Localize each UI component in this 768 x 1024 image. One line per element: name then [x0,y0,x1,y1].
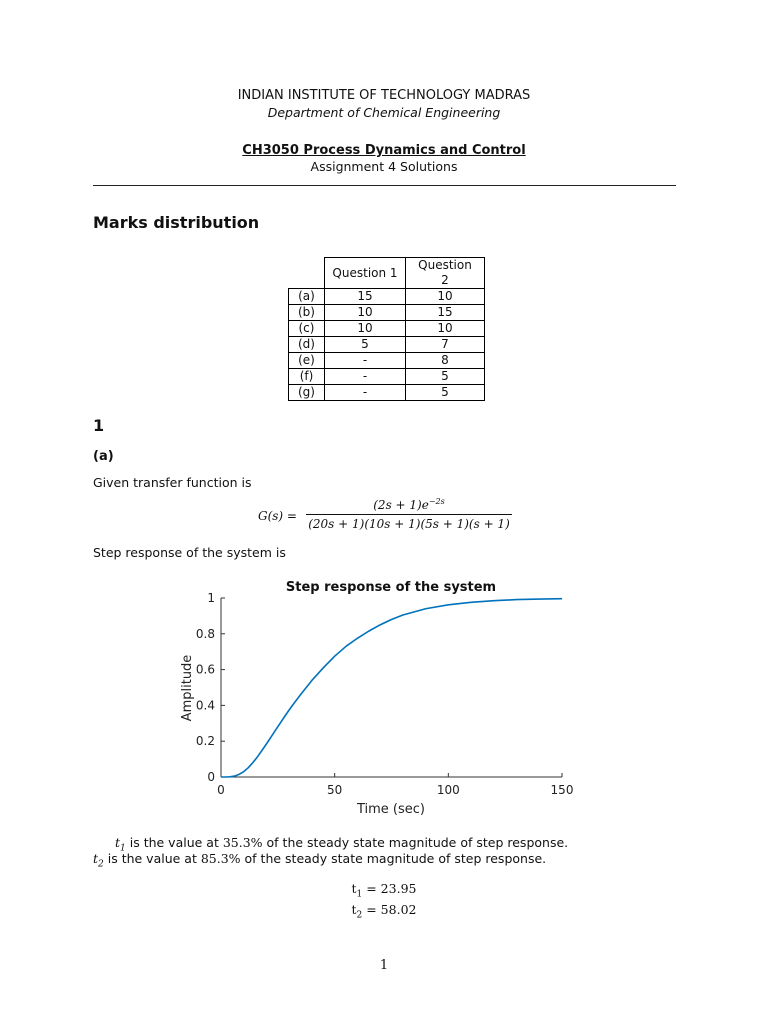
table-row [289,353,485,369]
y-tick-label: 0.2 [195,734,215,749]
table-row [289,321,485,337]
x-tick-label: 50 [327,783,343,797]
q2-marks: 8 [405,353,484,369]
course-title-text: CH3050 Process Dynamics and Control [242,143,526,158]
chart-series [221,599,562,777]
row-label: (f) [289,369,325,385]
t1-symbol: $t_1$ [115,835,126,854]
assignment-title: Assignment 4 Solutions [310,159,458,174]
y-tick-label: 0 [207,770,215,784]
chart-title: Step response of the system [285,580,497,595]
fraction-bar [306,514,512,515]
row-label: (e) [289,353,325,369]
row-label: (g) [289,385,325,401]
q2-marks: 10 [405,321,484,337]
q1-marks: - [324,369,405,385]
table-row [289,385,485,401]
t2-value: $t_2 = 58.02$ [351,902,417,921]
table-row [289,305,485,321]
q1-marks: - [324,353,405,369]
x-tick-label: 100 [436,783,460,797]
equation-numerator: $(2s + 1)e^{-2s}$ [373,497,445,512]
x-axis-label: Time (sec) [356,802,426,817]
table-row [289,289,485,305]
step-intro-text: Step response of the system is [93,545,286,560]
y-axis-label: Amplitude [180,654,195,722]
q1-marks: 5 [324,337,405,353]
chart-axes [221,598,562,777]
t2-percent: 85.3% [200,851,241,866]
t2-definition [93,851,546,870]
equation-lhs: G(s) = [258,509,297,523]
q2-marks: 7 [405,337,484,353]
y-tick-label: 0.6 [195,662,215,677]
q2-marks: 10 [405,289,484,305]
header-rule [93,185,676,186]
y-tick-label: 0.4 [195,698,215,713]
q1-marks: 10 [324,321,405,337]
table-row [289,369,485,385]
x-tick-label: 0 [217,783,225,797]
row-label: (c) [289,321,325,337]
t1-value: $t_1 = 23.95$ [351,881,417,900]
exponent: −2s [428,497,445,506]
department-name: Department of Chemical Engineering [267,105,501,120]
t1-percent: 35.3% [222,835,263,850]
step-response-chart [170,572,590,822]
institute-name: INDIAN INSTITUTE OF TECHNOLOGY MADRAS [237,88,531,103]
x-tick-label: 150 [550,783,574,797]
table-row [289,337,485,353]
t2-symbol: $t_2$ [93,851,104,870]
marks-col-q1: Question 1 [324,258,405,289]
marks-heading: Marks distribution [93,213,260,232]
q1-marks: 10 [324,305,405,321]
section-number: 1 [93,416,105,435]
y-tick-label: 0.8 [195,626,215,641]
page-number: 1 [379,958,389,973]
t1-text-a: is the value at [125,835,223,850]
series-line-0 [221,599,562,777]
course-title [0,143,768,158]
part-label: (a) [93,449,114,464]
q1-marks: - [324,385,405,401]
marks-header-blank [289,258,325,289]
q2-marks: 15 [405,305,484,321]
q2-marks: 5 [405,369,484,385]
marks-col-q2: Question 2 [405,258,484,289]
q1-marks: 15 [324,289,405,305]
q2-marks: 5 [405,385,484,401]
marks-header-row [289,258,485,289]
t2-text-a: is the value at [103,851,201,866]
row-label: (a) [289,289,325,305]
given-text: Given transfer function is [93,475,252,490]
y-tick-label: 1 [207,591,215,605]
t2-text-b: of the steady state magnitude of step response. [240,851,547,866]
t1-text-b: of the steady state magnitude of step response. [262,835,569,850]
marks-table [288,257,485,401]
equation-denominator: (20s + 1)(10s + 1)(5s + 1)(s + 1) [308,517,510,531]
row-label: (b) [289,305,325,321]
row-label: (d) [289,337,325,353]
